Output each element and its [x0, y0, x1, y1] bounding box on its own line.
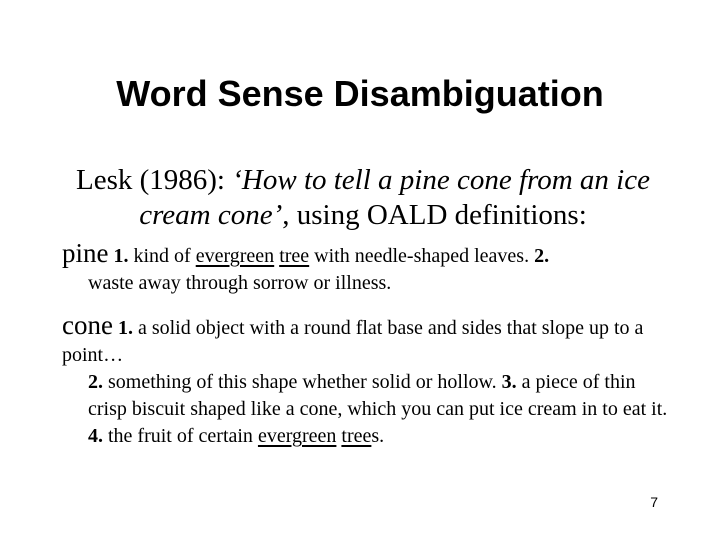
sense-text: a solid object with a round flat base and sides that slope up to a point…	[62, 317, 644, 366]
underlined-word-evergreen: evergreen	[257, 425, 337, 447]
sense-text: with needle-shaped leaves.	[309, 245, 530, 267]
intro-paragraph	[58, 163, 668, 233]
sense-text: kind of	[133, 245, 196, 267]
entry-continuation	[62, 270, 672, 297]
intro-citation: Lesk (1986):	[76, 164, 233, 196]
sense-text: waste away through sorrow or illness.	[88, 272, 392, 294]
entry-first-line	[62, 312, 672, 369]
definition-entry-pine	[62, 240, 672, 297]
sense-number: 1.	[113, 245, 129, 267]
underlined-word-tree: tree	[279, 245, 310, 267]
page-number: 7	[650, 494, 658, 510]
sense-number: 4.	[88, 425, 103, 447]
headword: cone	[62, 310, 113, 340]
headword: pine	[62, 238, 109, 268]
underlined-word-tree: tree	[341, 425, 372, 447]
sense-number: 2.	[88, 371, 103, 393]
intro-quote: ‘How to tell a pine cone from an ice cream cone’	[139, 164, 650, 231]
sense-text: a piece of thin crisp biscuit shaped like a cone, which you can put ice cream in to eat it.	[88, 371, 668, 420]
sense-number: 2.	[534, 245, 550, 267]
slide-title: Word Sense Disambiguation	[116, 73, 604, 114]
intro-suffix: , using OALD definitions:	[282, 199, 587, 231]
sense-number: 1.	[117, 317, 133, 339]
entry-first-line	[62, 240, 672, 270]
underlined-word-evergreen: evergreen	[195, 245, 275, 267]
sense-text: the fruit of certain	[108, 425, 258, 447]
entry-continuation	[62, 369, 672, 450]
definition-entry-cone	[62, 312, 672, 450]
sense-text: something of this shape whether solid or hollow.	[108, 371, 497, 393]
sense-text: s.	[371, 425, 385, 447]
sense-number: 3.	[501, 371, 517, 393]
